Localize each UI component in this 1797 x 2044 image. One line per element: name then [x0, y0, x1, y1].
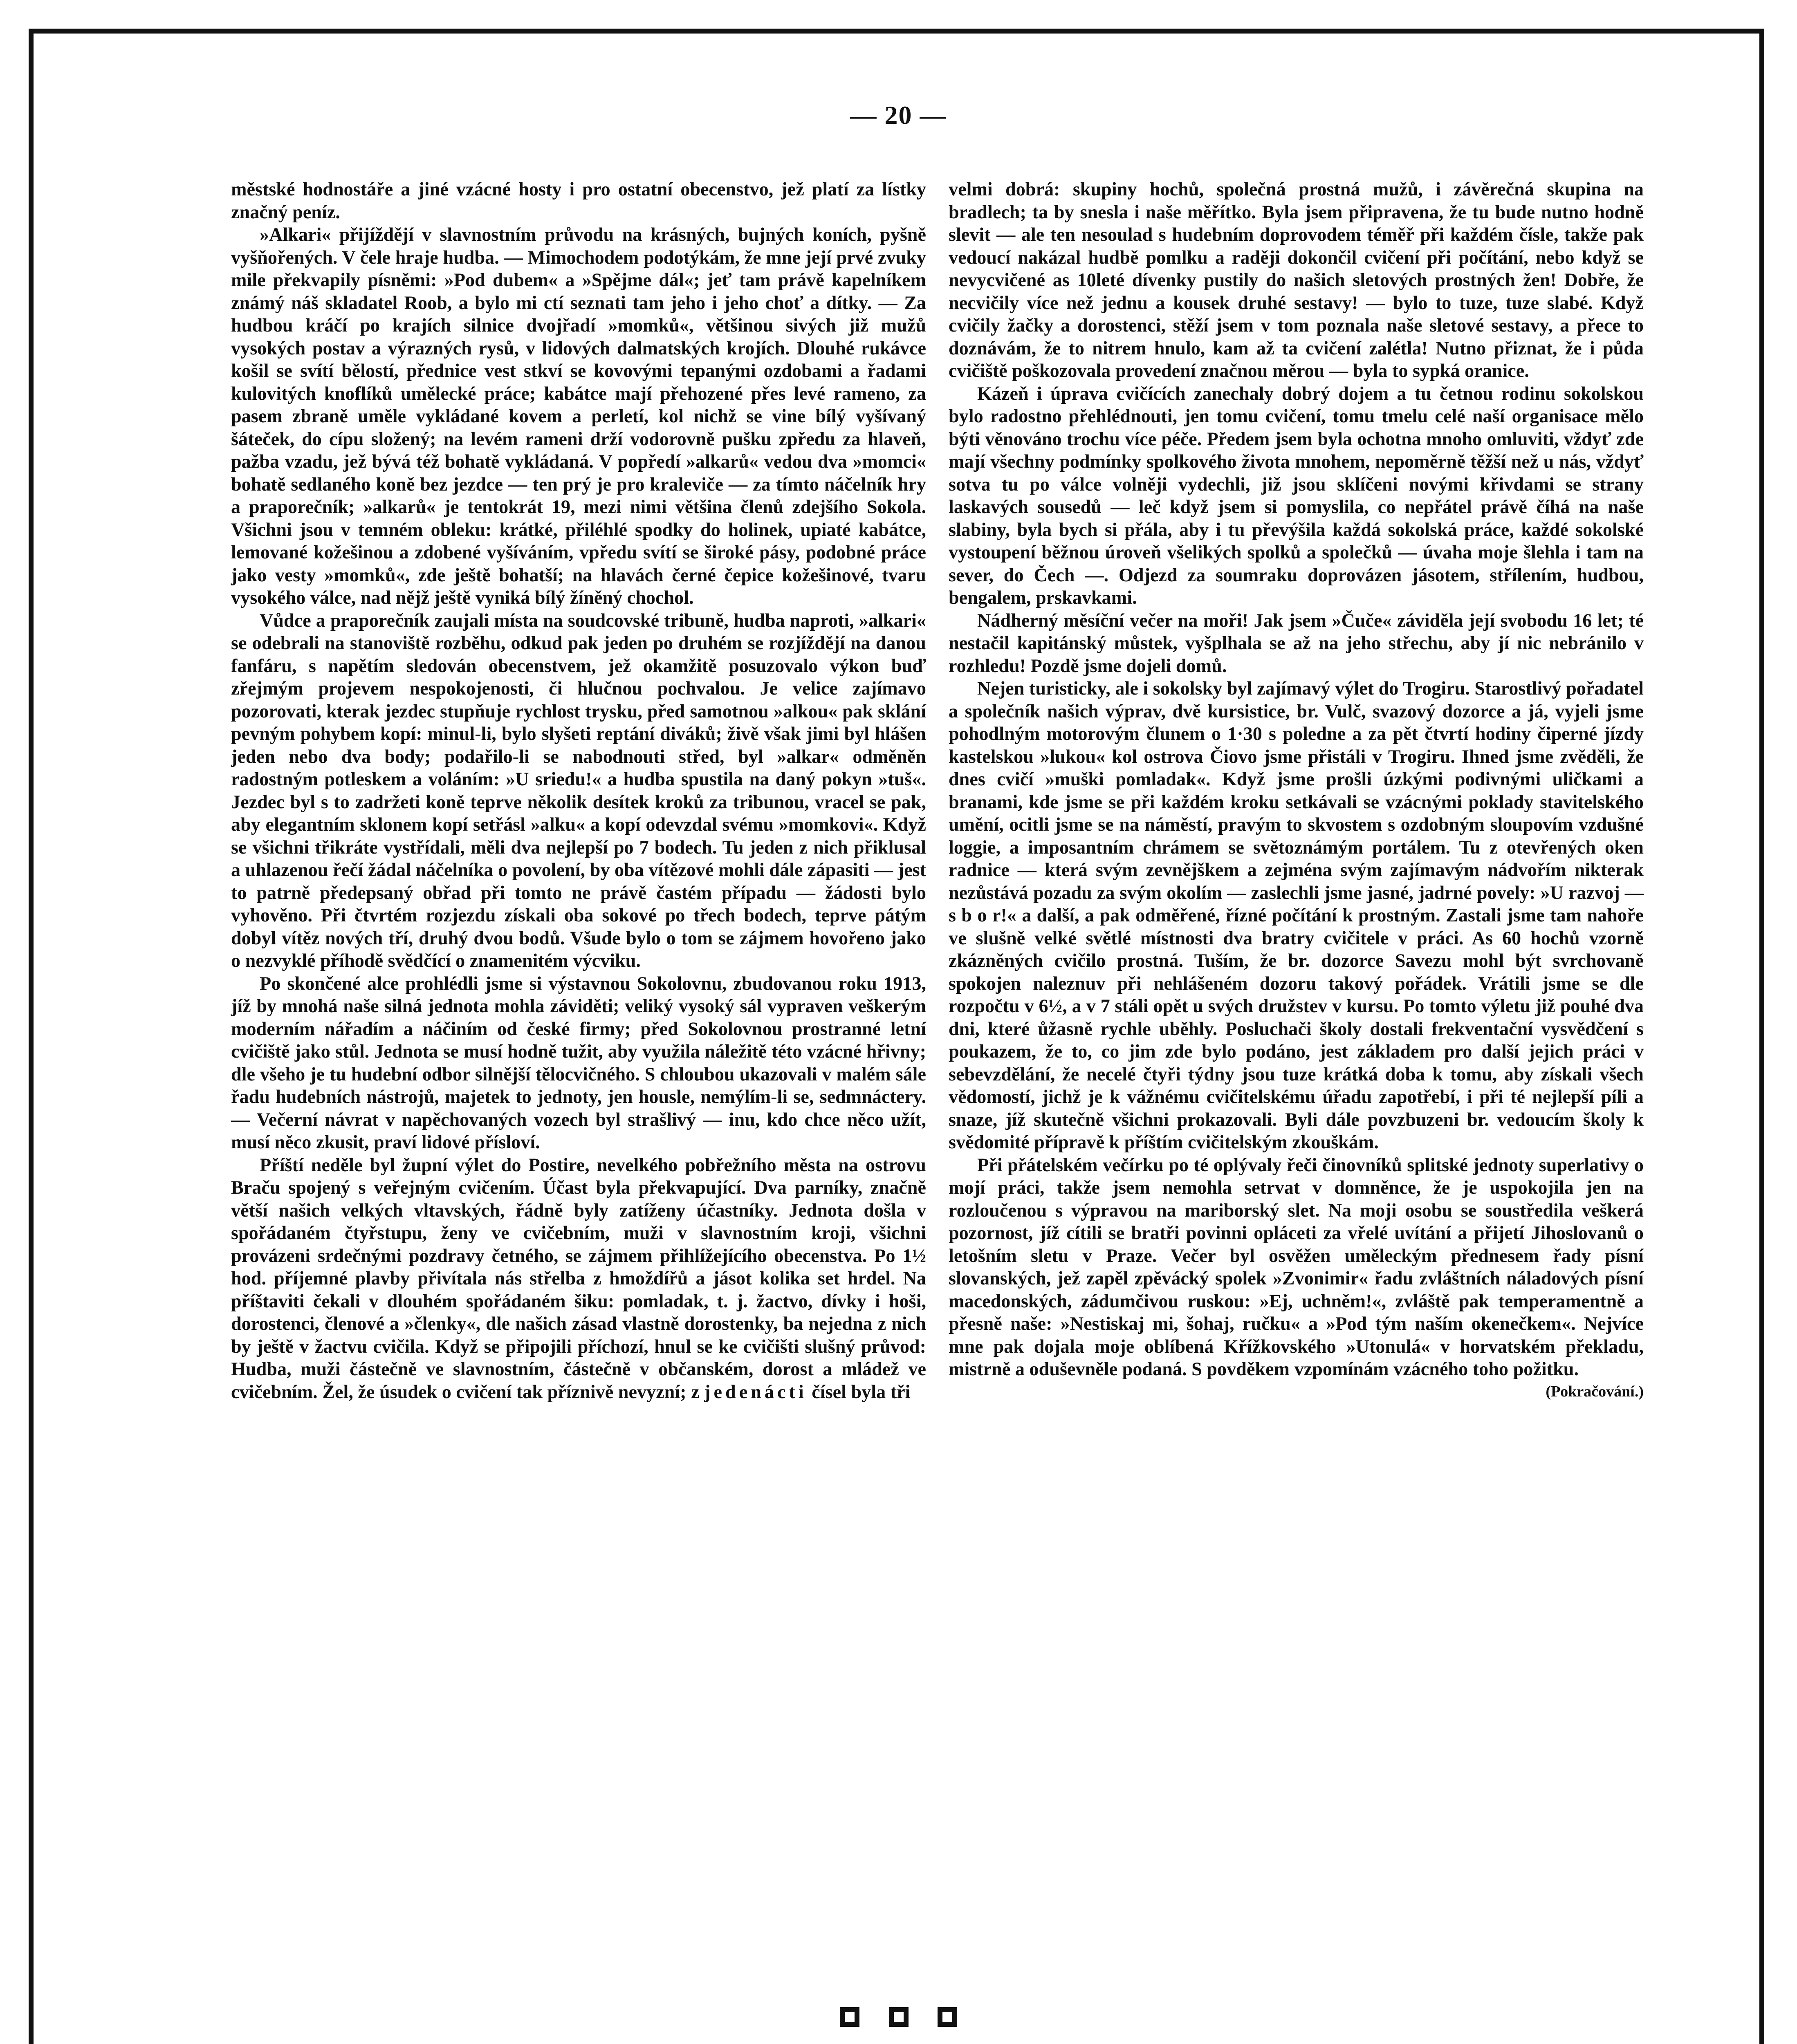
square-ornament-icon	[938, 2007, 957, 2027]
paragraph	[231, 1154, 926, 1403]
paragraph-tail: čísel byla tři	[812, 1381, 911, 1402]
spaced-word: jedenácti	[704, 1381, 807, 1402]
square-ornament-icon	[840, 2007, 859, 2027]
left-column	[231, 178, 926, 2001]
paragraph: Nádherný měsíční večer na moři! Jak jsem »Čuče« záviděla její svobodu 16 let; té nestačil kapitánský můstek, vyšplhala se až na jeho střechu, aby jí nic nebránilo v rozhledu! Pozdě jsme dojeli domů.	[949, 610, 1644, 676]
paragraph: Po skončené alce prohlédli jsme si výstavnou Sokolovnu, zbudovanou roku 1913, jíž by mnohá naše silná jednota mohla záviděti; veliký vysoký sál vypraven veškerým moderním nářadím a náčiním od české firmy; před Sokolovnou prostranné letní cvičiště jako stůl. Jednota se musí hodně tužit, aby využila náležitě této vzácné hřivny; dle všeho je tu hudební odbor silnější tělocvičného. S chloubou ukazovali v malém sále řadu hudebních nástrojů, majetek to jednoty, jen housle, nemýlím-li se, sedmnáctery. — Večerní návrat v napěchovaných vozech byl strašlivý — inu, kdo chce něco užít, musí něco zkusit, praví lidové přísloví.	[231, 973, 926, 1152]
paragraph: »Alkari« přijíždějí v slavnostním průvodu na krásných, bujných koních, pyšně vyšňořených. V čele hraje hudba. — Mimochodem podotýkám, že mne její prvé zvuky mile překvapily písněmi: »Pod dubem« a »Spějme dál«; jeť tam právě kapelníkem známý náš skladatel Roob, a bylo mi ctí seznati tam jeho i jeho choť a dítky. — Za hudbou kráčí po krajích silnice dvojřadí »momků«, většinou sivých již mužů vysokých postav a výrazných rysů, v lidových dalmatských krojích. Dlouhé rukávce košil se svítí bělostí, přednice vest stkví se kovovými tepanými ozdobami a řadami kulovitých knoflíků umělecké práce; kabátce mají přehozené přes levé rameno, za pasem zbraně uměle vykládané kovem a perletí, kol nichž se vine bílý vyšívaný šáteček, do cípu složený; na levém rameni drží vodorovně pušku zpředu za hlaveň, pažba vzadu, jež bývá též bohatě vykládaná. V popředí »alkarů« vedou dva »momci« bohatě sedlaného koně bez jezdce — ten prý je pro kraleviče — za tímto náčelník hry a praporečník; »alkarů« je tentokrát 19, mezi nimi většina členů zdejšího Sokola. Všichni jsou v temném obleku: krátké, přiléhlé spodky do holinek, upiaté kabátce, lemované kožešinou a zdobené vyšíváním, vpředu svítí se široké pásy, podobné práce jako vesty »momků«, zde ještě bohatší; na hlavách černé čepice kožešinové, tvaru vysokého válce, nad nějž ještě vyniká bílý žíněný chochol.	[231, 224, 926, 608]
square-ornament-icon	[889, 2007, 909, 2027]
page-number: — 20 —	[850, 101, 947, 130]
paragraph: Při přátelském večírku po té oplývaly řeči činovníků splitské jednoty superlativy o mojí práci, takže jsem nemohla setrvat v domněnce, že je uspokojila jen na rozloučenou s výpravou na mariborský slet. Na moji osobu se soustředila veškerá pozornost, jíž cítili se bratři povinni opláceti za vřelé uvítání a přijetí Jihoslovanů o letošním sletu v Praze. Večer byl osvěžen uměleckým přednesem řady písní slovanských, jež zapěl zpěvácký spolek »Zvonimir« řadu zvláštních náladových písní macedonských, zádumčivou ruskou: »Ej, uchněm!«, zvláště pak temperamentně a přesně naše: »Nestiskaj mi, šohaj, ručku« a »Pod tým naším okenečkem«. Nejvíce mne pak dojala moje oblíbená Křížkovského »Utonulá« v horvatském překladu, mistrně a oduševněle podaná. S povděkem vzpomínám vzácného toho požitku.	[949, 1154, 1644, 1379]
paragraph: městské hodnostáře a jiné vzácné hosty i pro ostatní obecenstvo, jež platí za lístky značný peníz.	[231, 179, 926, 222]
paragraph: Nejen turisticky, ale i sokolsky byl zajímavý výlet do Trogiru. Starostlivý pořadatel a společník našich výprav, dvě kursistice, br. Vulč, svazový dozorce a já, vyjeli jsme pohodlným motorovým člunem o 1·30 s poledne a za pět čtvrtí hodiny čiperné jízdy kastelskou »lukou« kol ostrova Čiovo jsme přistáli v Trogiru. Ihned jsme zvěděli, že dnes cvičí »muški pomladak«. Když jsme prošli úzkými podivnými uličkami a branami, kde jsme se při každém kroku setkávali se vzácnými poklady stavitelského umění, ocitli jsme se na náměstí, pravým to skvostem s ozdobným sloupovím vzdušné loggie, a imposantním chrámem se světoznámým portálem. Tu z otevřených oken radnice — která svým zevnějškem a zejména svým zajímavým nádvořím nikterak nezůstává pozadu za svým okolím — zaslechli jsme jasné, jadrné povely: »U razvoj — s b o r!« a další, a pak odměřené, řízné počítání k prostným. Zastali jsme tam nahoře ve slušně velké světlé místnosti dva bratry cvičitele v práci. As 60 hochů vzorně zkázněných cvičilo prostná. Tuším, že br. dozorce Savezu mohl být svrchovaně spokojen naleznuv při nehlášeném dozoru takový pořádek. Vrátili jsme se dle rozpočtu v 6½, a v 7 stáli opět u svých družstev v kursu. Po tomto výletu již pouhé dva dni, které ůžasně rychle uběhly. Posluchači školy dostali frekventační vysvědčení s poukazem, že to, co jim zde bylo podáno, jest základem pro další jejich práci v sebevzdělání, že necelé čtyři týdny jsou tuze krátká doba k tomu, aby získali všech vědomostí, jichž je k vážnému cvičitelskému úřadu zapotřebí, i při té nejlepší píli a snaze, jíž skutečně všichni prokazovali. Byli dále povzbuzeni br. vedoucím školy k svědomité přípravě k příštím cvičitelským zkouškám.	[949, 678, 1644, 1152]
continued-note: (Pokračování.)	[1546, 1383, 1644, 1400]
right-column	[949, 178, 1644, 2001]
paragraph-text: Příští neděle byl župní výlet do Postire, nevelkého pobřežního města na ostrovu Braču spojený s veřejným cvičením. Účast byla překvapující. Dva parníky, značně větší našich velkých vltavských, řádně byly zatíženy účastníky. Jednota došla v spořádaném čtyřstupu, ženy ve cvičebním, muži v slavnostním kroji, všichni provázeni srdečnými pozdravy četného, se zájmem přihlížejícího obecenstva. Po 1½ hod. příjemné plavby přivítala nás střelba z hmoždířů a jásot kolika set hrdel. Na příštaviti čekali v dlouhém spořádaném šiku: pomladak, t. j. žactvo, dívky i hoši, dorostenci, členové a »členky«, dle našich zásad vlastně dorostenky, ba nejedna z nich by ještě v žactvu cvičila. Když se připojili příchozí, hnul se ke cvičišti slušný průvod: Hudba, muži částečně ve slavnostním, částečně v občanském, dorost a mládež ve cvičebním. Žel, že úsudek o cvičení tak příznivě nevyzní; z	[231, 1154, 926, 1402]
ornament-row	[0, 2007, 1797, 2027]
paragraph: Vůdce a praporečník zaujali místa na soudcovské tribuně, hudba naproti, »alkari« se odebrali na stanoviště rozběhu, odkud pak jeden po druhém se rozjíždějí na danou fanfáru, s napětím sledován obecenstvem, jež okamžitě posuzovalo výkon buď zřejmým projevem nespokojenosti, či hlučnou pochvalou. Je velice zajímavo pozorovati, kterak jezdec stupňuje rychlost trysku, před samotnou »alkou« pak sklání pevným pohybem kopí: minul-li, bylo slyšeti reptání diváků; živě však jimi byl hlášen jeden nebo dva body; podařilo-li se nabodnouti střed, byl »alkar« odměněn radostným potleskem a voláním: »U sriedu!« a hudba spustila na daný pokyn »tuš«. Jezdec byl s to zadržeti koně teprve několik desítek kroků za tribunou, vracel se pak, aby elegantním sklonem kopí setřásl »alku« a kopí odevzdal svému »momkovi«. Když se všichni třikráte vystřídali, měli dva nejlepší po 7 bodech. Tu jeden z nich přiklusal a uhlazenou řečí žádal náčelníka o povolení, by oba vítězové mohli dále zápasiti — jest to patrně předepsaný obřad při tomto ne právě častém případu — žádosti bylo vyhověno. Při čtvrtém rozjezdu získali oba sokové po třech bodech, teprve pátým dobyl vítěz nových tří, druhý dvou bodů. Všude bylo o tom se zájmem hovořeno jako o nezvyklé příhodě svědčící o znamenitém výcviku.	[231, 610, 926, 971]
paragraph: velmi dobrá: skupiny hochů, společná prostná mužů, i závěrečná skupina na bradlech; ta by snesla i naše měřítko. Byla jsem připravena, že tu bude nutno hodně slevit — ale ten nesoulad s hudebním doprovodem téměř při každém čísle, takže pak vedoucí nakázal hudbě pomlku a raději dokončil cvičení při počítání, nebo když se nevycvičené as 10leté dívenky pustily do našich sletových prostných žen! Dobře, že necvičily více než jednu a kousek druhé sestavy! — bylo to tuze, tuze slabé. Když cvičily žačky a dorostenci, stěží jsem v tom poznala naše sletové sestavy, a přece to doznávám, že to nitrem hnulo, kam až ta cvičení zalétla! Nutno přiznat, že i půda cvičiště poškozovala provedení značnou měrou — byla to sypká oranice.	[949, 179, 1644, 381]
paragraph: Kázeň i úprava cvičících zanechaly dobrý dojem a tu četnou rodinu sokolskou bylo radostno přehlédnouti, jen tomu cvičení, tomu tmelu celé naší organisace mělo býti věnováno trochu více péče. Předem jsem byla ochotna mnoho omluviti, vždyť zde mají všechny podmínky spolkového života mnohem, nepoměrně těžší než u nás, vždyť sotva tu po válce volněji vydechli, již jsou sklíčeni novými křivdami se strany laskavých sousedů — leč když jsem si pomyslila, co nepřátel právě číhá na naše slabiny, byla bych si přála, aby i tu převýšila každá sokolská práce, každé sokolské vystoupení běžnou úroveň všelikých spolků a společků — úvaha moje šlehla i tam na sever, do Čech —. Odjezd za soumraku doprovázen jásotem, střílením, hudbou, bengalem, prskavkami.	[949, 383, 1644, 608]
